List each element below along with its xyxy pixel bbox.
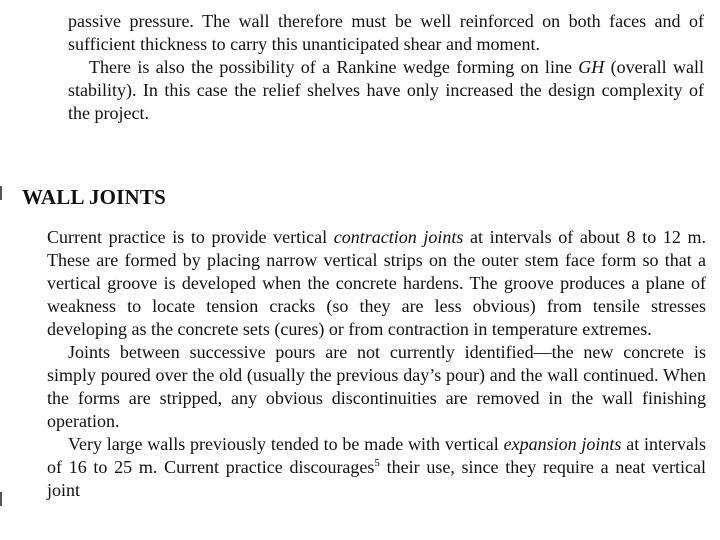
margin-mark	[0, 186, 2, 200]
footnote-marker[interactable]: 5	[374, 457, 380, 469]
paragraph: Joints between successive pours are not currently identified—the new concrete is simply poured over the old (usually the previous day’s pour) and the wall continued. When the forms are stripped, any obvious discontinuities are removed in the wall finishing operation.	[47, 342, 706, 431]
italic-term: expansion joints	[503, 434, 622, 454]
paragraph: passive pressure. The wall therefore must be well reinforced on both faces and of sufficient thickness to carry this unanticipated shear and moment.	[68, 11, 704, 54]
paragraph: Very large walls previously tended to be made with vertical expansion joints at intervals of 16 to 25 m. Current practice discourages$^5$ their use, since they require a neat vertical joint	[47, 434, 707, 500]
paragraph: Current practice is to provide vertical contraction joints at intervals of about 8 to 12 m. These are formed by placing narrow vertical strips on the outer stem face form so that a vertical groove is developed when the concrete hardens. The groove produces a plane of weakness to locate tension cracks (so they are less obvious) from tensile stresses developing as the concrete sets (cures) or from contraction in temperature extremes.	[47, 227, 706, 339]
italic-term: GH	[578, 57, 605, 77]
section-text-block	[47, 226, 706, 502]
margin-mark	[0, 492, 2, 506]
top-text-block	[68, 10, 704, 125]
section-heading: WALL JOINTS	[22, 185, 167, 209]
paragraph: There is also the possibility of a Rankine wedge forming on line GH (overall wall stability). In this case the relief shelves have only increased the design complexity of the project.	[68, 57, 704, 123]
italic-term: contraction joints	[333, 227, 464, 247]
